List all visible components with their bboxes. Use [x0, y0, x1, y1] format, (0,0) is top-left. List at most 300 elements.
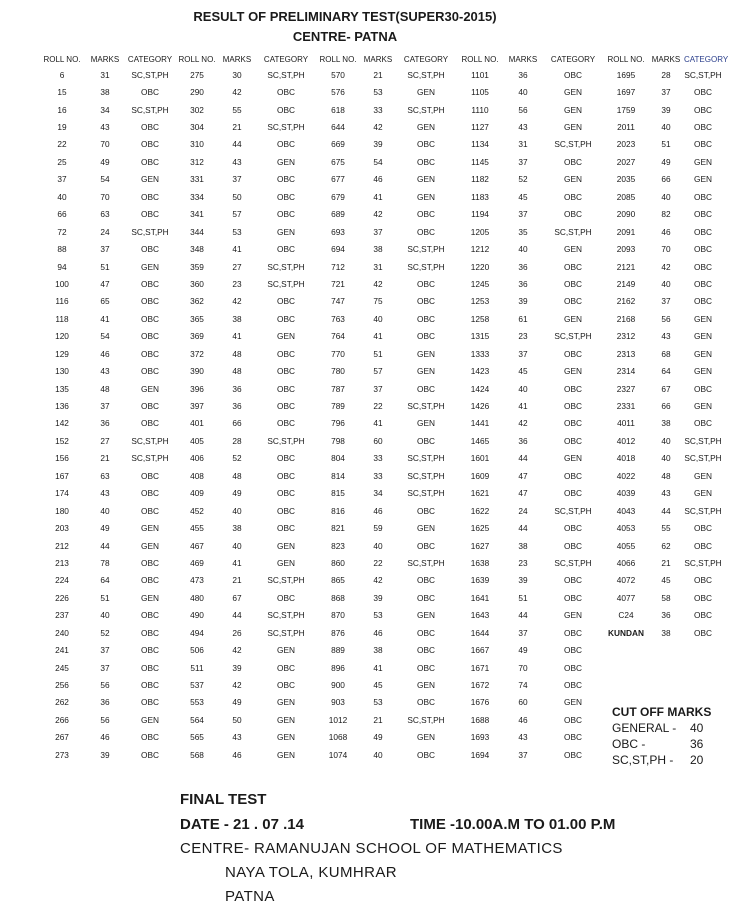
table-row: [38, 275, 722, 292]
roll-cell: 4077: [616, 592, 636, 603]
category-cell: OBC: [417, 697, 435, 708]
column-header: CATEGORY: [127, 54, 173, 64]
column-header: CATEGORY: [550, 54, 596, 64]
category-cell: OBC: [417, 575, 435, 586]
roll-cell: 1671: [470, 662, 490, 673]
marks-cell: 60: [373, 435, 383, 446]
column-header: ROLL NO.: [607, 54, 645, 64]
category-cell: SC,ST,PH: [684, 69, 722, 80]
marks-cell: 70: [100, 191, 110, 202]
marks-cell: 34: [100, 104, 110, 115]
marks-cell: 65: [100, 296, 110, 307]
category-cell: GEN: [277, 697, 295, 708]
marks-cell: 38: [661, 418, 671, 429]
cutoff-cell: [604, 694, 722, 767]
category-cell: GEN: [417, 87, 435, 98]
roll-cell: 1145: [471, 156, 489, 167]
marks-cell: 23: [518, 331, 528, 342]
category-cell: GEN: [694, 366, 712, 377]
category-cell: OBC: [417, 331, 435, 342]
category-cell: OBC: [694, 87, 712, 98]
marks-cell: 53: [232, 226, 242, 237]
roll-cell: 156: [55, 453, 69, 464]
cutoff-line: [612, 736, 722, 752]
marks-cell: 55: [232, 104, 242, 115]
marks-cell: 48: [100, 383, 110, 394]
marks-cell: 21: [373, 69, 383, 80]
category-cell: OBC: [141, 331, 159, 342]
marks-cell: 37: [518, 348, 528, 359]
marks-cell: 56: [100, 680, 110, 691]
roll-cell: 1688: [470, 714, 490, 725]
category-cell: OBC: [564, 401, 582, 412]
category-cell: GEN: [564, 453, 582, 464]
category-cell: OBC: [141, 662, 159, 673]
roll-cell: 1253: [470, 296, 490, 307]
category-cell: GEN: [417, 418, 435, 429]
roll-cell: 275: [190, 69, 204, 80]
roll-cell: 331: [190, 174, 204, 185]
roll-cell: 1697: [616, 87, 636, 98]
marks-cell: 36: [232, 383, 242, 394]
marks-cell: 46: [232, 749, 242, 760]
roll-cell: 4066: [616, 557, 636, 568]
category-cell: GEN: [564, 366, 582, 377]
marks-cell: 39: [661, 104, 671, 115]
marks-cell: 34: [373, 488, 383, 499]
marks-cell: 44: [232, 610, 242, 621]
category-cell: GEN: [417, 680, 435, 691]
roll-cell: 1074: [328, 749, 348, 760]
marks-cell: 33: [373, 104, 383, 115]
marks-cell: 42: [373, 278, 383, 289]
marks-cell: 43: [232, 156, 242, 167]
marks-cell: 37: [373, 226, 383, 237]
roll-cell: 4012: [616, 435, 636, 446]
roll-cell: 365: [190, 313, 204, 324]
category-cell: SC,ST,PH: [267, 69, 305, 80]
table-row: [38, 485, 722, 502]
roll-cell: 467: [190, 540, 204, 551]
final-test-time: TIME -10.00A.M TO 01.00 P.M: [410, 816, 616, 833]
category-cell: OBC: [141, 244, 159, 255]
category-cell: OBC: [694, 139, 712, 150]
category-cell: GEN: [564, 87, 582, 98]
marks-cell: 51: [518, 592, 528, 603]
category-cell: OBC: [417, 505, 435, 516]
roll-cell: 452: [190, 505, 204, 516]
category-cell: OBC: [141, 348, 159, 359]
roll-cell: 868: [331, 592, 345, 603]
roll-cell: 1110: [471, 104, 489, 115]
category-cell: OBC: [277, 104, 295, 115]
roll-cell: 821: [331, 523, 345, 534]
category-cell: OBC: [277, 244, 295, 255]
final-test-date: DATE - 21 . 07 .14: [180, 816, 304, 833]
column-header: ROLL NO.: [461, 54, 499, 64]
roll-cell: 823: [331, 540, 345, 551]
marks-cell: 60: [518, 697, 528, 708]
category-cell: GEN: [564, 244, 582, 255]
roll-cell: 256: [55, 680, 69, 691]
roll-cell: 334: [190, 191, 204, 202]
roll-cell: 1068: [328, 732, 348, 743]
marks-cell: 49: [100, 523, 110, 534]
category-cell: OBC: [277, 505, 295, 516]
roll-cell: 142: [55, 418, 69, 429]
category-cell: OBC: [564, 418, 582, 429]
roll-cell: 1667: [470, 645, 490, 656]
roll-cell: 770: [331, 348, 345, 359]
roll-cell: 66: [57, 209, 67, 220]
roll-cell: 1759: [616, 104, 636, 115]
category-cell: SC,ST,PH: [684, 453, 722, 464]
marks-cell: 41: [373, 418, 383, 429]
category-cell: GEN: [417, 610, 435, 621]
roll-cell: 816: [331, 505, 345, 516]
marks-cell: 48: [232, 366, 242, 377]
empty-cell: [604, 659, 722, 676]
roll-cell: 2023: [616, 139, 636, 150]
column-header: CATEGORY: [403, 54, 449, 64]
marks-cell: 39: [518, 575, 528, 586]
category-cell: OBC: [564, 732, 582, 743]
category-cell: GEN: [277, 156, 295, 167]
roll-cell: 2168: [616, 313, 636, 324]
category-cell: GEN: [141, 592, 159, 603]
category-cell: GEN: [277, 540, 295, 551]
category-cell: GEN: [141, 383, 159, 394]
category-cell: GEN: [417, 732, 435, 743]
marks-cell: 54: [100, 174, 110, 185]
marks-cell: 52: [518, 174, 528, 185]
category-cell: OBC: [564, 680, 582, 691]
category-cell: OBC: [564, 261, 582, 272]
roll-cell: 565: [190, 732, 204, 743]
marks-cell: 39: [373, 592, 383, 603]
category-cell: OBC: [277, 453, 295, 464]
category-cell: OBC: [141, 122, 159, 133]
marks-cell: 66: [661, 174, 671, 185]
roll-cell: 224: [55, 575, 69, 586]
roll-cell: 537: [190, 680, 204, 691]
marks-cell: 42: [232, 87, 242, 98]
roll-cell: 213: [55, 557, 69, 568]
category-cell: GEN: [141, 714, 159, 725]
marks-cell: 27: [232, 261, 242, 272]
cutoff-line: [612, 752, 722, 768]
marks-cell: 42: [232, 680, 242, 691]
category-cell: OBC: [564, 488, 582, 499]
category-cell: SC,ST,PH: [267, 610, 305, 621]
roll-cell: 1441: [470, 418, 490, 429]
category-cell: OBC: [141, 313, 159, 324]
category-cell: OBC: [141, 296, 159, 307]
roll-cell: 2085: [616, 191, 636, 202]
category-cell: OBC: [694, 191, 712, 202]
roll-cell: 1423: [470, 366, 490, 377]
marks-cell: 46: [518, 714, 528, 725]
category-cell: SC,ST,PH: [131, 453, 169, 464]
roll-cell: 135: [55, 383, 69, 394]
roll-cell: 896: [331, 662, 345, 673]
roll-cell: 677: [331, 174, 345, 185]
category-cell: SC,ST,PH: [554, 331, 592, 342]
category-cell: GEN: [417, 348, 435, 359]
marks-cell: 51: [661, 139, 671, 150]
roll-cell: 860: [331, 557, 345, 568]
marks-cell: 52: [100, 627, 110, 638]
roll-cell: 362: [190, 296, 204, 307]
category-cell: OBC: [417, 435, 435, 446]
category-cell: OBC: [277, 470, 295, 481]
roll-cell: 789: [331, 401, 345, 412]
category-cell: OBC: [564, 592, 582, 603]
category-cell: OBC: [694, 226, 712, 237]
category-cell: SC,ST,PH: [267, 122, 305, 133]
category-cell: GEN: [417, 523, 435, 534]
marks-cell: 36: [100, 697, 110, 708]
roll-cell: 304: [190, 122, 204, 133]
roll-cell: 240: [55, 627, 69, 638]
roll-cell: 679: [331, 191, 345, 202]
cutoff-category-label: OBC -: [612, 736, 646, 751]
category-cell: OBC: [564, 209, 582, 220]
cutoff-marks-box: [604, 704, 722, 767]
marks-cell: 37: [100, 244, 110, 255]
category-cell: SC,ST,PH: [407, 557, 445, 568]
roll-cell: 401: [190, 418, 204, 429]
centre-address-line-3: PATNA: [225, 888, 275, 905]
marks-cell: 27: [100, 435, 110, 446]
roll-cell: 494: [190, 627, 204, 638]
roll-cell: 19: [57, 122, 67, 133]
roll-cell: 865: [331, 575, 345, 586]
marks-cell: 22: [373, 401, 383, 412]
category-cell: OBC: [277, 488, 295, 499]
category-cell: SC,ST,PH: [407, 488, 445, 499]
category-cell: GEN: [277, 749, 295, 760]
marks-cell: 56: [100, 714, 110, 725]
marks-cell: 54: [100, 331, 110, 342]
category-cell: OBC: [417, 139, 435, 150]
roll-cell: 1621: [470, 488, 490, 499]
roll-cell: 1245: [470, 278, 490, 289]
category-cell: OBC: [564, 296, 582, 307]
roll-cell: 1625: [470, 523, 490, 534]
category-cell: OBC: [141, 366, 159, 377]
roll-cell: 302: [190, 104, 204, 115]
marks-cell: 55: [661, 523, 671, 534]
marks-cell: 42: [232, 296, 242, 307]
marks-cell: 31: [373, 261, 383, 272]
roll-cell: 1182: [471, 174, 489, 185]
category-cell: OBC: [694, 592, 712, 603]
roll-cell: 712: [331, 261, 345, 272]
page-title: RESULT OF PRELIMINARY TEST(SUPER30-2015): [193, 9, 497, 24]
roll-cell: 2035: [616, 174, 636, 185]
category-cell: OBC: [564, 575, 582, 586]
roll-cell: 2090: [616, 209, 636, 220]
category-cell: GEN: [277, 645, 295, 656]
roll-cell: 1627: [470, 540, 490, 551]
table-row: [38, 554, 722, 571]
marks-cell: 59: [373, 523, 383, 534]
marks-cell: 51: [373, 348, 383, 359]
marks-cell: 37: [661, 296, 671, 307]
marks-cell: 33: [373, 470, 383, 481]
category-cell: SC,ST,PH: [267, 278, 305, 289]
marks-cell: 21: [232, 575, 242, 586]
roll-cell: 1672: [470, 680, 490, 691]
table-row: [38, 258, 722, 275]
marks-cell: 70: [661, 244, 671, 255]
roll-cell: 1220: [470, 261, 490, 272]
table-row: [38, 153, 722, 170]
roll-cell: 2313: [616, 348, 636, 359]
marks-cell: 21: [232, 122, 242, 133]
roll-cell: 2327: [616, 383, 636, 394]
roll-cell: 262: [55, 697, 69, 708]
category-cell: OBC: [417, 645, 435, 656]
table-row: [38, 380, 722, 397]
roll-cell: 2312: [616, 331, 636, 342]
table-row: [38, 432, 722, 449]
category-cell: OBC: [277, 680, 295, 691]
marks-cell: 45: [373, 680, 383, 691]
marks-cell: 31: [518, 139, 528, 150]
roll-cell: 669: [331, 139, 345, 150]
marks-cell: 50: [232, 191, 242, 202]
roll-cell: 1609: [470, 470, 490, 481]
marks-cell: 53: [373, 610, 383, 621]
marks-cell: 38: [232, 313, 242, 324]
marks-cell: 24: [100, 226, 110, 237]
marks-cell: 46: [373, 174, 383, 185]
roll-cell: 2011: [617, 122, 635, 133]
marks-cell: 38: [373, 244, 383, 255]
category-cell: OBC: [141, 680, 159, 691]
roll-cell: 344: [190, 226, 204, 237]
marks-cell: 64: [661, 366, 671, 377]
roll-cell: 397: [190, 401, 204, 412]
category-cell: GEN: [694, 470, 712, 481]
roll-cell: 15: [57, 87, 67, 98]
table-row: [38, 467, 722, 484]
roll-cell: 130: [55, 366, 69, 377]
marks-cell: 58: [661, 592, 671, 603]
category-cell: GEN: [694, 156, 712, 167]
roll-cell: 1212: [470, 244, 490, 255]
roll-cell: 4039: [616, 488, 636, 499]
marks-cell: 41: [373, 331, 383, 342]
roll-cell: 94: [57, 261, 67, 272]
marks-cell: 64: [100, 575, 110, 586]
roll-cell: 814: [331, 470, 345, 481]
roll-cell: 1638: [470, 557, 490, 568]
category-cell: GEN: [564, 174, 582, 185]
marks-cell: 36: [661, 610, 671, 621]
roll-cell: 152: [55, 435, 69, 446]
cutoff-category-label: SC,ST,PH -: [612, 752, 674, 767]
roll-cell: 4011: [617, 418, 635, 429]
category-cell: OBC: [277, 366, 295, 377]
roll-cell: 22: [57, 139, 67, 150]
marks-cell: 45: [518, 191, 528, 202]
marks-cell: 40: [518, 87, 528, 98]
roll-cell: 1644: [470, 627, 490, 638]
table-row: [38, 659, 722, 676]
roll-cell: 1258: [470, 313, 490, 324]
roll-cell: 226: [55, 592, 69, 603]
roll-cell: 360: [190, 278, 204, 289]
category-cell: GEN: [277, 557, 295, 568]
roll-cell: 506: [190, 645, 204, 656]
category-cell: OBC: [564, 627, 582, 638]
marks-cell: 37: [661, 87, 671, 98]
roll-cell: 369: [190, 331, 204, 342]
table-row: [38, 240, 722, 257]
table-row: [38, 589, 722, 606]
category-cell: OBC: [277, 592, 295, 603]
roll-cell: 1695: [616, 69, 636, 80]
roll-cell: 290: [190, 87, 204, 98]
roll-cell: 4053: [616, 523, 636, 534]
category-cell: OBC: [277, 296, 295, 307]
marks-cell: 26: [232, 627, 242, 638]
marks-cell: 21: [100, 453, 110, 464]
category-cell: OBC: [694, 104, 712, 115]
roll-cell: 348: [190, 244, 204, 255]
category-cell: SC,ST,PH: [407, 453, 445, 464]
marks-cell: 50: [232, 714, 242, 725]
category-cell: OBC: [277, 348, 295, 359]
category-cell: OBC: [564, 348, 582, 359]
roll-cell: 798: [331, 435, 345, 446]
roll-cell: 241: [55, 645, 69, 656]
empty-cell: [604, 676, 722, 693]
marks-cell: 78: [100, 557, 110, 568]
roll-cell: 1643: [470, 610, 490, 621]
category-cell: GEN: [564, 122, 582, 133]
column-header: MARKS: [222, 54, 252, 64]
marks-cell: 43: [100, 366, 110, 377]
roll-cell: 1465: [470, 435, 490, 446]
marks-cell: 38: [100, 87, 110, 98]
roll-cell: 2093: [616, 244, 636, 255]
category-cell: GEN: [141, 523, 159, 534]
roll-cell: 266: [55, 714, 69, 725]
category-cell: OBC: [141, 557, 159, 568]
roll-cell: 900: [331, 680, 345, 691]
roll-cell: 405: [190, 435, 204, 446]
roll-cell: 473: [190, 575, 204, 586]
category-cell: SC,ST,PH: [684, 557, 722, 568]
category-cell: OBC: [277, 523, 295, 534]
table-row: [38, 607, 722, 624]
category-cell: OBC: [277, 383, 295, 394]
marks-cell: 37: [100, 662, 110, 673]
category-cell: SC,ST,PH: [684, 505, 722, 516]
category-cell: SC,ST,PH: [131, 435, 169, 446]
category-cell: GEN: [564, 313, 582, 324]
marks-cell: 40: [661, 435, 671, 446]
marks-cell: 36: [518, 278, 528, 289]
roll-cell: 2091: [616, 226, 636, 237]
category-cell: SC,ST,PH: [407, 244, 445, 255]
roll-cell: C24: [618, 610, 634, 621]
category-cell: OBC: [417, 749, 435, 760]
